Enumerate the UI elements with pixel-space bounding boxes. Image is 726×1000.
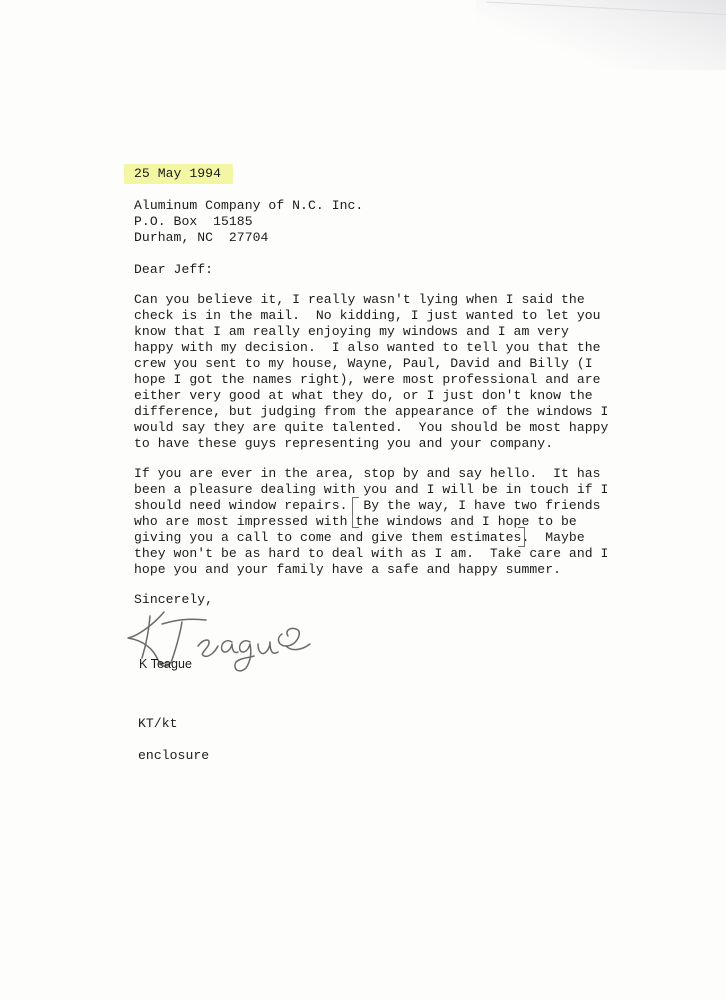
hand-drawn-open-bracket bbox=[352, 497, 359, 528]
body-line: If you are ever in the area, stop by and say hello. It has bbox=[134, 466, 601, 481]
recipient-box: P.O. Box 15185 bbox=[134, 214, 253, 229]
body-line: hope you and your family have a safe and happy summer. bbox=[134, 562, 562, 577]
enclosure-note: enclosure bbox=[138, 748, 210, 763]
body-line: difference, but judging from the appearance of the windows I bbox=[134, 404, 609, 419]
body-line: been a pleasure dealing with you and I will be in touch if I bbox=[134, 482, 609, 497]
body-line: check is in the mail. No kidding, I just wanted to let you bbox=[134, 308, 601, 323]
body-line: know that I am really enjoying my windows and I am very bbox=[134, 324, 569, 339]
typist-initials: KT/kt bbox=[138, 716, 178, 731]
page-corner-fold bbox=[476, 0, 726, 70]
salutation: Dear Jeff: bbox=[134, 262, 214, 277]
body-line: to have these guys representing you and your company. bbox=[134, 436, 554, 451]
body-line: they won't be as hard to deal with as I am. Take care and I bbox=[134, 546, 609, 561]
hand-drawn-close-bracket bbox=[518, 527, 525, 547]
body-line: giving you a call to come and give them estimates. Maybe bbox=[134, 530, 585, 545]
body-line: would say they are quite talented. You should be most happy bbox=[134, 420, 609, 435]
body-line: happy with my decision. I also wanted to tell you that the bbox=[134, 340, 601, 355]
letter-date: 25 May 1994 bbox=[124, 164, 233, 184]
recipient-city: Durham, NC 27704 bbox=[134, 230, 269, 245]
body-line: Can you believe it, I really wasn't lying when I said the bbox=[134, 292, 585, 307]
closing: Sincerely, bbox=[134, 592, 214, 607]
body-line: crew you sent to my house, Wayne, Paul, David and Billy (I bbox=[134, 356, 593, 371]
body-line: who are most impressed with the windows and I hope to be bbox=[134, 514, 577, 529]
sender-name: K Teague bbox=[139, 657, 192, 671]
recipient-name: Aluminum Company of N.C. Inc. bbox=[134, 198, 364, 213]
body-line: hope I got the names right), were most professional and are bbox=[134, 372, 601, 387]
body-line: should need window repairs. By the way, I have two friends bbox=[134, 498, 601, 513]
body-line: either very good at what they do, or I just don't know the bbox=[134, 388, 593, 403]
